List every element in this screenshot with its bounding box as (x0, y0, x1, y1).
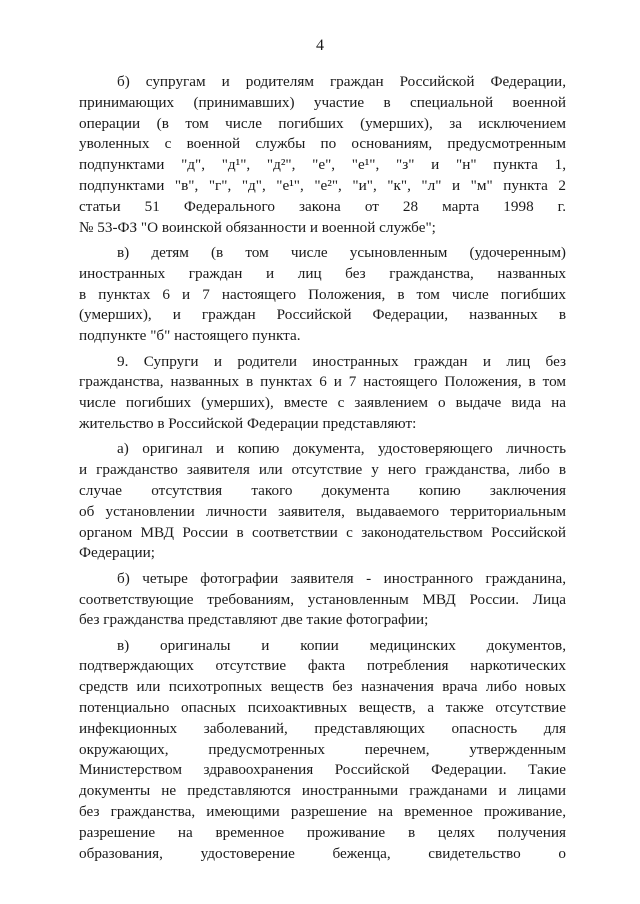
paragraph (79, 636, 566, 865)
text-line: 9. Супруги и родители иностранных граждан и лиц без (117, 352, 566, 370)
text-line: окружающих, предусмотренных перечнем, утвержденным (79, 740, 566, 758)
text-line: без гражданства, имеющими разрешение на временное проживание, (79, 803, 566, 821)
text-line: б) супругам и родителям граждан Российской Федерации, (117, 73, 566, 90)
text-line: в) детям (в том числе усыновленным (удочеренным) (117, 243, 566, 261)
text-line: об установлении личности заявителя, выдаваемого территориальным (79, 502, 566, 520)
text-line: соответствующие требованиям, установленным МВД России. Лица (79, 590, 566, 608)
text-line: иностранных граждан и лиц без гражданства, названных (79, 264, 566, 282)
text-line: инфекционных заболеваний, представляющих опасность для (79, 719, 566, 737)
text-line: документы не представляются иностранными гражданами и лицами (79, 782, 566, 800)
paragraph (79, 243, 566, 347)
page-number: 4 (316, 37, 324, 54)
text-line: подтверждающих отсутствие факта потребления наркотических (79, 657, 566, 675)
text-line: образования, удостоверение беженца, свидетельство о (79, 844, 566, 862)
text-line: средств или психотропных веществ без назначения врача либо новых (79, 678, 566, 696)
text-line: случае отсутствия такого документа копию заключения (79, 481, 566, 499)
text-line: № 53-ФЗ "О воинской обязанности и военной службе"; (79, 218, 436, 236)
text-line: потенциально опасных психоактивных веществ, а также отсутствие (79, 699, 566, 717)
text-line: гражданства, названных в пунктах 6 и 7 настоящего Положения, в том (79, 373, 566, 391)
text-line: статьи 51 Федерального закона от 28 марта 1998 г. (79, 197, 566, 215)
text-line: в) оригиналы и копии медицинских документов, (117, 636, 566, 654)
text-line: и гражданство заявителя или отсутствие у него гражданства, либо в (79, 461, 566, 479)
text-line: в пунктах 6 и 7 настоящего Положения, в том числе погибших (79, 285, 566, 303)
paragraph (79, 352, 566, 435)
text-line: а) оригинал и копию документа, удостоверяющего личность (117, 440, 566, 458)
text-line: подпункте "б" настоящего пункта. (79, 327, 301, 345)
text-line: (умерших), и граждан Российской Федерации, названных в (79, 306, 566, 324)
text-line: подпунктами "в", "г", "д", "е¹", "е²", "и", "к", "л" и "м" пункта 2 (79, 176, 566, 194)
text-line: б) четыре фотографии заявителя - иностранного гражданина, (117, 569, 566, 587)
text-line: подпунктами "д", "д¹", "д²", "е", "е¹", "з" и "н" пункта 1, (79, 156, 566, 174)
text-line: операции (в том числе погибших (умерших), за исключением (79, 114, 566, 132)
text-line: числе погибших (умерших), вместе с заявлением о выдаче вида на (79, 394, 566, 412)
document-body (79, 72, 566, 864)
paragraph (79, 72, 566, 238)
paragraph (79, 439, 566, 564)
text-line: органом МВД России в соответствии с законодательством Российской (79, 523, 566, 541)
text-line: Федерации; (79, 544, 155, 562)
text-line: жительство в Российской Федерации представляют: (79, 414, 417, 432)
text-line: уволенных с военной службы по основаниям, предусмотренным (79, 135, 566, 153)
text-line: принимающих (принимавших) участие в специальной военной (79, 93, 566, 111)
paragraph (79, 569, 566, 631)
text-line: разрешение на временное проживание в целях получения (79, 823, 566, 841)
text-line: Министерством здравоохранения Российской Федерации. Такие (79, 761, 566, 779)
text-line: без гражданства представляют две такие фотографии; (79, 611, 429, 629)
